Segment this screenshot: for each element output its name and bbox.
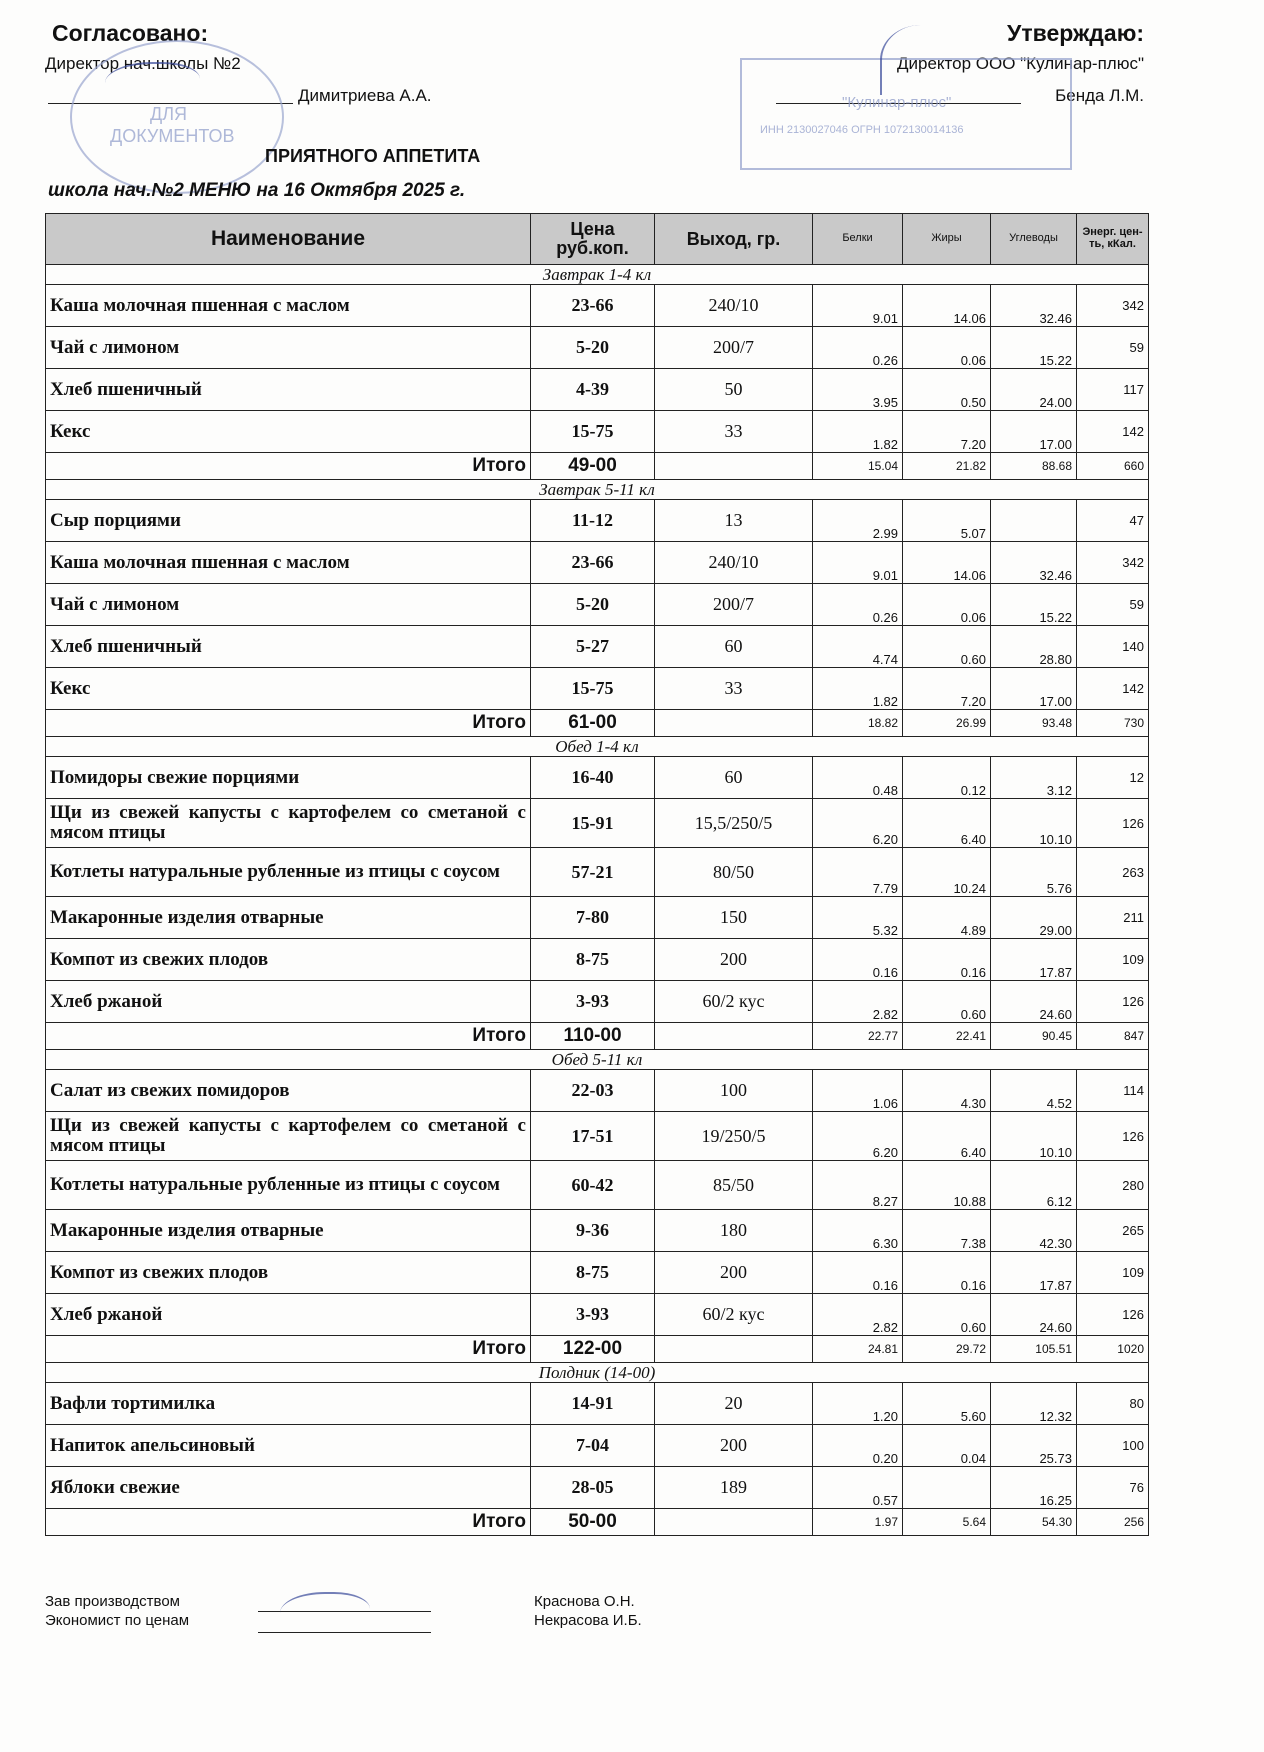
dish-yield: 50	[655, 369, 813, 411]
dish-name: Щи из свежей капусты с картофелем со сметаной с мясом птицы	[46, 1112, 531, 1161]
dish-yield: 180	[655, 1210, 813, 1252]
dish-proteins: 3.95	[813, 369, 903, 411]
dish-proteins: 8.27	[813, 1161, 903, 1210]
table-row	[46, 1425, 1149, 1467]
dish-price: 5-20	[531, 584, 655, 626]
total-row	[46, 710, 1149, 737]
total-yield-empty	[655, 1023, 813, 1050]
dish-proteins: 5.32	[813, 897, 903, 939]
dish-fats: 0.04	[903, 1425, 991, 1467]
table-row	[46, 500, 1149, 542]
section-title: Обед 1-4 кл	[46, 737, 1149, 757]
dish-yield: 19/250/5	[655, 1112, 813, 1161]
dish-carbs: 25.73	[991, 1425, 1077, 1467]
dish-carbs: 5.76	[991, 848, 1077, 897]
dish-name: Котлеты натуральные рубленные из птицы с соусом	[46, 1161, 531, 1210]
menu-table	[45, 213, 1149, 1536]
dish-name: Вафли тортимилка	[46, 1383, 531, 1425]
dish-name: Яблоки свежие	[46, 1467, 531, 1509]
dish-carbs: 3.12	[991, 757, 1077, 799]
dish-name: Чай с лимоном	[46, 584, 531, 626]
dish-carbs: 4.52	[991, 1070, 1077, 1112]
dish-kcal: 342	[1077, 285, 1149, 327]
dish-kcal: 126	[1077, 799, 1149, 848]
dish-price: 11-12	[531, 500, 655, 542]
dish-yield: 200	[655, 1252, 813, 1294]
table-header-row	[46, 214, 1149, 265]
dish-price: 8-75	[531, 1252, 655, 1294]
dish-name: Напиток апельсиновый	[46, 1425, 531, 1467]
dish-price: 17-51	[531, 1112, 655, 1161]
dish-proteins: 6.20	[813, 1112, 903, 1161]
col-kcal-header: Энерг. цен-ть, кКал.	[1077, 214, 1149, 265]
table-row	[46, 668, 1149, 710]
dish-name: Каша молочная пшенная с маслом	[46, 542, 531, 584]
dish-yield: 60/2 кус	[655, 981, 813, 1023]
dish-proteins: 0.26	[813, 584, 903, 626]
section-title: Завтрак 5-11 кл	[46, 480, 1149, 500]
total-carbs: 88.68	[991, 453, 1077, 480]
footer-roles	[45, 1592, 189, 1630]
dish-kcal: 280	[1077, 1161, 1149, 1210]
col-proteins-header: Белки	[813, 214, 903, 265]
dish-yield: 80/50	[655, 848, 813, 897]
dish-name: Компот из свежих плодов	[46, 1252, 531, 1294]
dish-yield: 15,5/250/5	[655, 799, 813, 848]
dish-price: 5-27	[531, 626, 655, 668]
dish-yield: 189	[655, 1467, 813, 1509]
total-row	[46, 1336, 1149, 1363]
dish-price: 7-80	[531, 897, 655, 939]
dish-kcal: 142	[1077, 668, 1149, 710]
total-kcal: 847	[1077, 1023, 1149, 1050]
dish-kcal: 80	[1077, 1383, 1149, 1425]
dish-carbs: 6.12	[991, 1161, 1077, 1210]
dish-fats: 0.06	[903, 584, 991, 626]
dish-fats: 5.60	[903, 1383, 991, 1425]
dish-carbs: 42.30	[991, 1210, 1077, 1252]
dish-yield: 60	[655, 626, 813, 668]
dish-kcal: 109	[1077, 939, 1149, 981]
total-carbs: 90.45	[991, 1023, 1077, 1050]
dish-yield: 240/10	[655, 285, 813, 327]
dish-proteins: 1.82	[813, 668, 903, 710]
total-fats: 22.41	[903, 1023, 991, 1050]
dish-proteins: 2.82	[813, 981, 903, 1023]
dish-name: Щи из свежей капусты с картофелем со сметаной с мясом птицы	[46, 799, 531, 848]
table-row	[46, 1070, 1149, 1112]
dish-yield: 33	[655, 668, 813, 710]
dish-proteins: 6.20	[813, 799, 903, 848]
dish-name: Кекс	[46, 668, 531, 710]
dish-kcal: 109	[1077, 1252, 1149, 1294]
dish-carbs: 24.60	[991, 981, 1077, 1023]
dish-price: 23-66	[531, 542, 655, 584]
dish-kcal: 59	[1077, 584, 1149, 626]
table-row	[46, 285, 1149, 327]
approve-position: Директор ООО "Кулинар-плюс"	[896, 54, 1144, 73]
dish-proteins: 2.99	[813, 500, 903, 542]
dish-yield: 13	[655, 500, 813, 542]
dish-kcal: 59	[1077, 327, 1149, 369]
dish-proteins: 1.06	[813, 1070, 903, 1112]
dish-fats: 10.24	[903, 848, 991, 897]
total-kcal: 660	[1077, 453, 1149, 480]
table-row	[46, 981, 1149, 1023]
table-row	[46, 411, 1149, 453]
section-row	[46, 1050, 1149, 1070]
dish-yield: 20	[655, 1383, 813, 1425]
total-label: Итого	[46, 1023, 531, 1050]
dish-price: 3-93	[531, 1294, 655, 1336]
total-carbs: 54.30	[991, 1509, 1077, 1536]
dish-carbs	[991, 500, 1077, 542]
approve-name: Бенда Л.М.	[1055, 86, 1144, 105]
section-title: Завтрак 1-4 кл	[46, 265, 1149, 285]
dish-proteins: 9.01	[813, 285, 903, 327]
dish-fats: 5.07	[903, 500, 991, 542]
total-price: 50-00	[531, 1509, 655, 1536]
table-row	[46, 897, 1149, 939]
dish-fats: 7.20	[903, 411, 991, 453]
section-title: Обед 5-11 кл	[46, 1050, 1149, 1070]
dish-kcal: 263	[1077, 848, 1149, 897]
total-label: Итого	[46, 1336, 531, 1363]
dish-name: Макаронные изделия отварные	[46, 897, 531, 939]
dish-kcal: 12	[1077, 757, 1149, 799]
dish-price: 8-75	[531, 939, 655, 981]
dish-kcal: 126	[1077, 981, 1149, 1023]
table-row	[46, 369, 1149, 411]
dish-name: Макаронные изделия отварные	[46, 1210, 531, 1252]
table-row	[46, 799, 1149, 848]
section-row	[46, 265, 1149, 285]
dish-name: Хлеб пшеничный	[46, 369, 531, 411]
dish-fats: 0.16	[903, 1252, 991, 1294]
dish-price: 3-93	[531, 981, 655, 1023]
dish-yield: 33	[655, 411, 813, 453]
total-carbs: 105.51	[991, 1336, 1077, 1363]
total-yield-empty	[655, 1336, 813, 1363]
total-price: 61-00	[531, 710, 655, 737]
total-label: Итого	[46, 710, 531, 737]
total-kcal: 1020	[1077, 1336, 1149, 1363]
table-row	[46, 848, 1149, 897]
dish-proteins: 1.82	[813, 411, 903, 453]
total-row	[46, 1023, 1149, 1050]
table-row	[46, 626, 1149, 668]
dish-kcal: 100	[1077, 1425, 1149, 1467]
dish-carbs: 12.32	[991, 1383, 1077, 1425]
dish-proteins: 0.48	[813, 757, 903, 799]
dish-carbs: 17.87	[991, 939, 1077, 981]
dish-kcal: 211	[1077, 897, 1149, 939]
dish-price: 28-05	[531, 1467, 655, 1509]
dish-kcal: 114	[1077, 1070, 1149, 1112]
dish-kcal: 117	[1077, 369, 1149, 411]
dish-price: 57-21	[531, 848, 655, 897]
dish-kcal: 126	[1077, 1112, 1149, 1161]
dish-carbs: 28.80	[991, 626, 1077, 668]
total-yield-empty	[655, 453, 813, 480]
table-row	[46, 1252, 1149, 1294]
col-price-header: Цена руб.коп.	[531, 214, 655, 265]
col-yield-header: Выход, гр.	[655, 214, 813, 265]
total-row	[46, 453, 1149, 480]
table-row	[46, 1467, 1149, 1509]
dish-name: Сыр порциями	[46, 500, 531, 542]
dish-fats: 0.60	[903, 1294, 991, 1336]
dish-fats: 0.50	[903, 369, 991, 411]
dish-price: 15-75	[531, 411, 655, 453]
dish-proteins: 0.57	[813, 1467, 903, 1509]
approve-title: Утверждаю:	[1007, 20, 1144, 46]
dish-kcal: 265	[1077, 1210, 1149, 1252]
section-row	[46, 1363, 1149, 1383]
dish-kcal: 140	[1077, 626, 1149, 668]
col-name-header: Наименование	[46, 214, 531, 265]
dish-carbs: 24.60	[991, 1294, 1077, 1336]
dish-yield: 100	[655, 1070, 813, 1112]
dish-proteins: 0.16	[813, 939, 903, 981]
dish-kcal: 126	[1077, 1294, 1149, 1336]
total-row	[46, 1509, 1149, 1536]
total-fats: 26.99	[903, 710, 991, 737]
total-fats: 5.64	[903, 1509, 991, 1536]
table-row	[46, 1294, 1149, 1336]
section-title: Полдник (14-00)	[46, 1363, 1149, 1383]
dish-fats: 0.12	[903, 757, 991, 799]
dish-fats: 0.16	[903, 939, 991, 981]
footer-signature	[280, 1592, 370, 1634]
dish-price: 7-04	[531, 1425, 655, 1467]
dish-carbs: 17.00	[991, 411, 1077, 453]
total-yield-empty	[655, 1509, 813, 1536]
dish-proteins: 0.20	[813, 1425, 903, 1467]
dish-fats: 4.30	[903, 1070, 991, 1112]
dish-fats: 14.06	[903, 285, 991, 327]
menu-subtitle: школа нач.№2 МЕНЮ на 16 Октября 2025 г.	[48, 180, 466, 201]
dish-price: 22-03	[531, 1070, 655, 1112]
total-carbs: 93.48	[991, 710, 1077, 737]
dish-yield: 150	[655, 897, 813, 939]
dish-carbs: 15.22	[991, 584, 1077, 626]
table-row	[46, 1383, 1149, 1425]
dish-fats: 14.06	[903, 542, 991, 584]
dish-fats: 4.89	[903, 897, 991, 939]
table-row	[46, 1161, 1149, 1210]
total-price: 122-00	[531, 1336, 655, 1363]
dish-carbs: 24.00	[991, 369, 1077, 411]
dish-yield: 60/2 кус	[655, 1294, 813, 1336]
dish-proteins: 0.26	[813, 327, 903, 369]
dish-yield: 240/10	[655, 542, 813, 584]
dish-fats	[903, 1467, 991, 1509]
dish-kcal: 342	[1077, 542, 1149, 584]
greeting: ПРИЯТНОГО АППЕТИТА	[265, 146, 481, 166]
footer-name-production: Краснова О.Н.	[534, 1593, 635, 1610]
menu-body	[46, 265, 1149, 1536]
table-row	[46, 939, 1149, 981]
dish-yield: 60	[655, 757, 813, 799]
total-price: 49-00	[531, 453, 655, 480]
dish-kcal: 76	[1077, 1467, 1149, 1509]
dish-fats: 7.20	[903, 668, 991, 710]
agreed-name: Димитриева А.А.	[298, 86, 432, 105]
dish-carbs: 29.00	[991, 897, 1077, 939]
dish-kcal: 142	[1077, 411, 1149, 453]
total-proteins: 24.81	[813, 1336, 903, 1363]
footer-role-economist: Экономист по ценам	[45, 1612, 190, 1629]
total-yield-empty	[655, 710, 813, 737]
table-row	[46, 1210, 1149, 1252]
dish-name: Чай с лимоном	[46, 327, 531, 369]
dish-name: Хлеб пшеничный	[46, 626, 531, 668]
total-proteins: 1.97	[813, 1509, 903, 1536]
dish-yield: 200/7	[655, 327, 813, 369]
col-fats-header: Жиры	[903, 214, 991, 265]
dish-yield: 200/7	[655, 584, 813, 626]
dish-carbs: 16.25	[991, 1467, 1077, 1509]
company-stamp: "Кулинар-плюс" ИНН 2130027046 ОГРН 1072130014136	[740, 58, 1072, 170]
footer-names	[534, 1592, 642, 1630]
dish-price: 15-75	[531, 668, 655, 710]
table-row	[46, 542, 1149, 584]
dish-fats: 6.40	[903, 1112, 991, 1161]
dish-yield: 200	[655, 939, 813, 981]
dish-fats: 7.38	[903, 1210, 991, 1252]
dish-yield: 85/50	[655, 1161, 813, 1210]
footer-name-economist: Некрасова И.Б.	[534, 1612, 642, 1629]
dish-name: Хлеб ржаной	[46, 1294, 531, 1336]
dish-price: 60-42	[531, 1161, 655, 1210]
dish-fats: 10.88	[903, 1161, 991, 1210]
dish-name: Компот из свежих плодов	[46, 939, 531, 981]
dish-fats: 0.60	[903, 626, 991, 668]
dish-fats: 0.06	[903, 327, 991, 369]
dish-kcal: 47	[1077, 500, 1149, 542]
total-proteins: 18.82	[813, 710, 903, 737]
total-price: 110-00	[531, 1023, 655, 1050]
table-row	[46, 327, 1149, 369]
dish-fats: 0.60	[903, 981, 991, 1023]
total-fats: 21.82	[903, 453, 991, 480]
section-row	[46, 737, 1149, 757]
dish-carbs: 32.46	[991, 542, 1077, 584]
agreed-title: Согласовано:	[52, 20, 209, 46]
dish-name: Салат из свежих помидоров	[46, 1070, 531, 1112]
dish-fats: 6.40	[903, 799, 991, 848]
dish-price: 9-36	[531, 1210, 655, 1252]
section-row	[46, 480, 1149, 500]
dish-carbs: 10.10	[991, 1112, 1077, 1161]
agreed-position: Директор нач.школы №2	[45, 54, 241, 73]
table-row	[46, 584, 1149, 626]
dish-proteins: 7.79	[813, 848, 903, 897]
dish-carbs: 17.87	[991, 1252, 1077, 1294]
dish-carbs: 15.22	[991, 327, 1077, 369]
dish-price: 14-91	[531, 1383, 655, 1425]
company-signature	[880, 25, 962, 95]
dish-yield: 200	[655, 1425, 813, 1467]
school-stamp: ДЛЯ ДОКУМЕНТОВ	[70, 40, 284, 194]
table-row	[46, 1112, 1149, 1161]
dish-proteins: 4.74	[813, 626, 903, 668]
dish-name: Каша молочная пшенная с маслом	[46, 285, 531, 327]
dish-proteins: 0.16	[813, 1252, 903, 1294]
dish-price: 16-40	[531, 757, 655, 799]
dish-proteins: 9.01	[813, 542, 903, 584]
total-proteins: 22.77	[813, 1023, 903, 1050]
col-carbs-header: Углеводы	[991, 214, 1077, 265]
total-label: Итого	[46, 453, 531, 480]
dish-price: 5-20	[531, 327, 655, 369]
dish-carbs: 32.46	[991, 285, 1077, 327]
dish-name: Помидоры свежие порциями	[46, 757, 531, 799]
director-signature	[105, 62, 200, 104]
dish-name: Котлеты натуральные рубленные из птицы с соусом	[46, 848, 531, 897]
dish-proteins: 1.20	[813, 1383, 903, 1425]
total-fats: 29.72	[903, 1336, 991, 1363]
dish-price: 23-66	[531, 285, 655, 327]
dish-name: Кекс	[46, 411, 531, 453]
dish-proteins: 2.82	[813, 1294, 903, 1336]
total-label: Итого	[46, 1509, 531, 1536]
dish-proteins: 6.30	[813, 1210, 903, 1252]
dish-name: Хлеб ржаной	[46, 981, 531, 1023]
dish-price: 4-39	[531, 369, 655, 411]
total-proteins: 15.04	[813, 453, 903, 480]
total-kcal: 730	[1077, 710, 1149, 737]
dish-carbs: 17.00	[991, 668, 1077, 710]
table-row	[46, 757, 1149, 799]
total-kcal: 256	[1077, 1509, 1149, 1536]
dish-price: 15-91	[531, 799, 655, 848]
footer-role-production: Зав производством	[45, 1593, 180, 1610]
dish-carbs: 10.10	[991, 799, 1077, 848]
